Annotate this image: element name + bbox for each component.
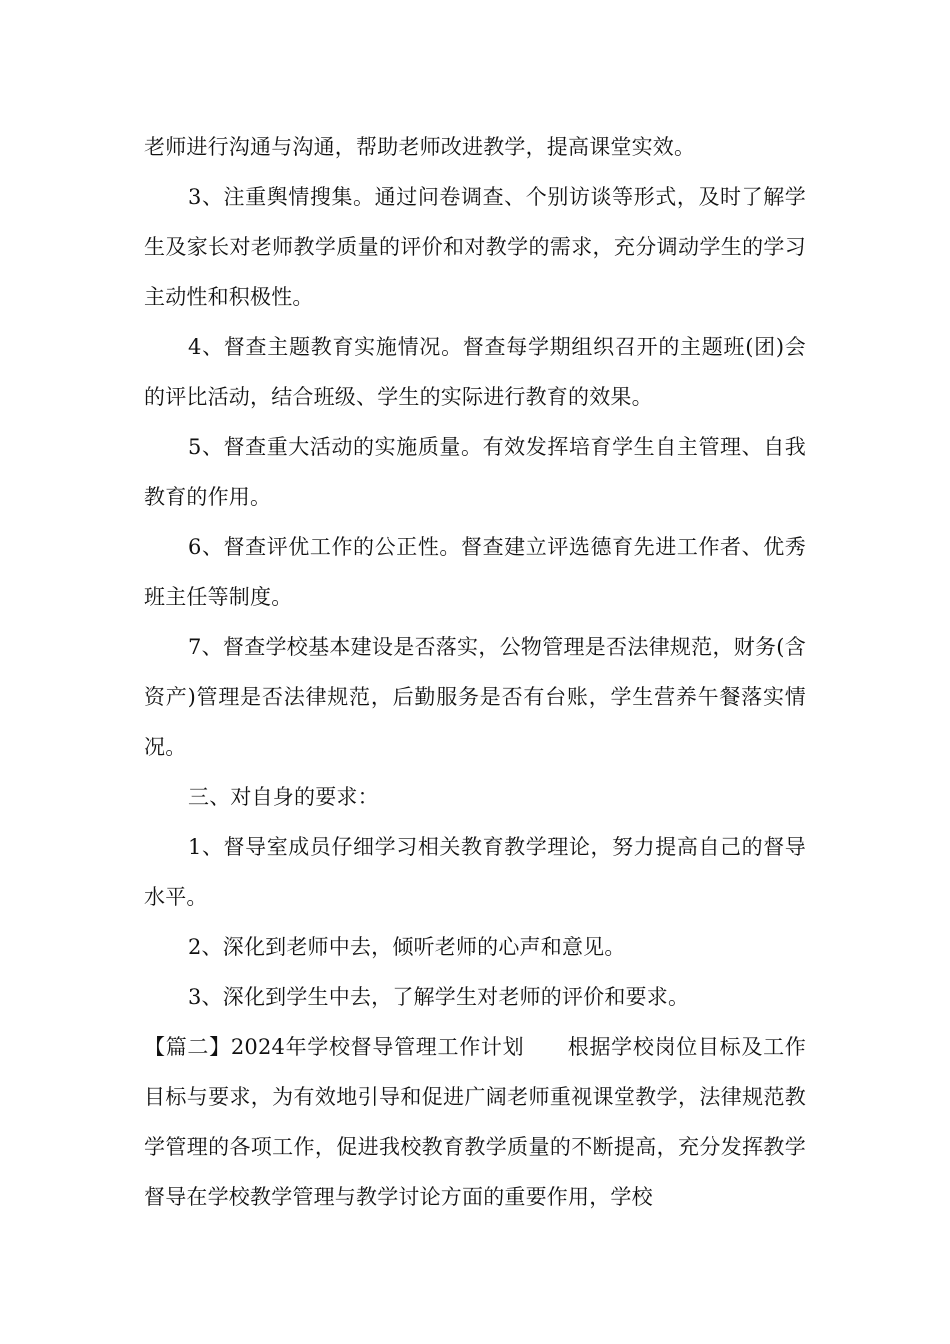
paragraph-requirement-1: 1、督导室成员仔细学习相关教育教学理论，努力提高自己的督导水平。 bbox=[144, 835, 806, 909]
paragraph-item-7: 7、督查学校基本建设是否落实，公物管理是否法律规范，财务(含资产)管理是否法律规范，后勤服务是否有台账，学生营养午餐落实情况。 bbox=[144, 635, 806, 759]
paragraph-continuation: 老师进行沟通与沟通，帮助老师改进教学，提高课堂实效。 bbox=[144, 135, 696, 159]
paragraph-part-two: 【篇二】2024年学校督导管理工作计划 根据学校岗位目标及工作目标与要求，为有效地引导和促进广阔老师重视课堂教学，法律规范教学管理的各项工作，促进我校教育教学质量的不断提高，充分发挥教学督导在学校教学管理与教学讨论方面的重要作用，学校 bbox=[144, 1035, 806, 1209]
paragraph-requirement-2: 2、深化到老师中去，倾听老师的心声和意见。 bbox=[188, 935, 626, 959]
paragraph-item-4: 4、督查主题教育实施情况。督查每学期组织召开的主题班(团)会的评比活动，结合班级、学生的实际进行教育的效果。 bbox=[144, 335, 806, 409]
document-page bbox=[144, 122, 806, 1222]
paragraph-item-6: 6、督查评优工作的公正性。督查建立评选德育先进工作者、优秀班主任等制度。 bbox=[144, 535, 806, 609]
paragraph-requirement-3: 3、深化到学生中去，了解学生对老师的评价和要求。 bbox=[188, 985, 690, 1009]
section-heading-self-requirements: 三、对自身的要求： bbox=[188, 785, 379, 809]
paragraph-item-5: 5、督查重大活动的实施质量。有效发挥培育学生自主管理、自我教育的作用。 bbox=[144, 435, 806, 509]
paragraph-item-3: 3、注重舆情搜集。通过问卷调查、个别访谈等形式，及时了解学生及家长对老师教学质量的评价和对教学的需求，充分调动学生的学习主动性和积极性。 bbox=[144, 185, 806, 309]
